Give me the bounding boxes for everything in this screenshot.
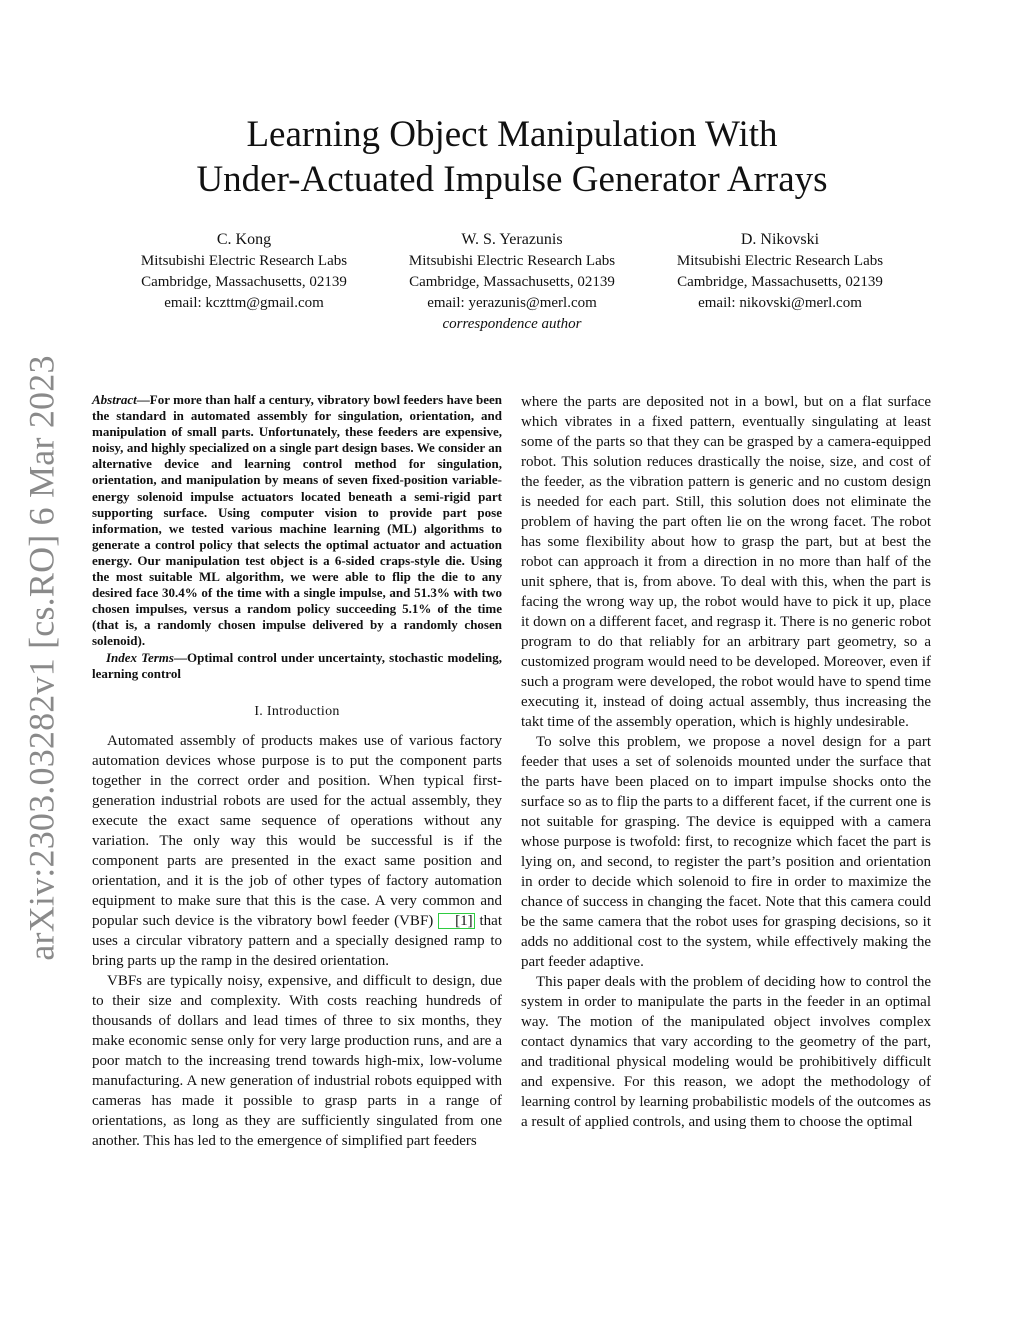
paper-title-line-2: Under-Actuated Impulse Generator Arrays [196, 159, 828, 200]
author-affiliation: Mitsubishi Electric Research Labs [140, 253, 348, 269]
author-affiliation: Mitsubishi Electric Research Labs [408, 253, 616, 269]
intro-paragraph-2: VBFs are typically noisy, expensive, and difficult to design, due to their size and complexity. With costs reaching hundreds of thousands of dollars and lead times of three to six months, they make economic sense only for very large production runs, and are a poor match to the increasing trend towards high-mix, low-volume manufacturing. A new generation of industrial robots equipped with cameras has made it possible to grasp parts in a range of orientations, as long as they are sufficiently singulated from one another. This has led to the emergence of simplified part feeders [92, 972, 502, 1149]
intro-paragraph-1-end: that uses a circular vibratory pattern and a specially designed ramp to bring parts up the ramp in the desired orientation. [92, 912, 502, 969]
citation-link[interactable]: [1] [438, 913, 475, 929]
arxiv-identifier-text: arXiv:2303.03282v1 [cs.RO] 6 Mar 2023 [22, 355, 63, 961]
index-terms [92, 650, 502, 682]
author-address: Cambridge, Massachusetts, 02139 [677, 274, 883, 290]
author-block [110, 229, 914, 335]
intro-paragraph-1 [92, 731, 502, 971]
author-email: email: yerazunis@merl.com [427, 295, 597, 311]
index-terms-lead: Index Terms [106, 649, 174, 665]
author-email: email: kczttm@gmail.com [164, 295, 324, 311]
paper-title-line-1: Learning Object Manipulation With [246, 114, 778, 155]
author-address: Cambridge, Massachusetts, 02139 [409, 274, 615, 290]
author-email: email: nikovski@merl.com [698, 295, 862, 311]
author-3 [646, 229, 914, 335]
author-name: C. Kong [216, 231, 272, 248]
right-paragraph-1: where the parts are deposited not in a bowl, but on a flat surface which vibrates in a fixed pattern, eventually singulating at least some of the parts so that they can be grasped by a camera-equipped robot. This solution reduces drastically the noise, size, and cost of the feeder, as the vibration pattern is generic and no custom design is needed for each part. Still, this solution does not eliminate the problem of having the part often lie on the wrong facet. The robot has some flexibility about how to grasp the part, but at best the robot can approach it from a direction in no more than half of the unit sphere, that is, from above. To deal with this, when the part is facing the wrong way up, the robot would have to pick it up, place it down on a different facet, and regrasp it. There is no generic robot program to do that reliably for an arbitrary part geometry, so a customized program would need to be developed. Moreover, even if such a program were developed, the robot would have to spend time executing it, instead of doing actual assembly, thus increasing the takt time of the assembly operation, which is highly undesirable. [521, 394, 931, 730]
author-name: D. Nikovski [740, 231, 820, 248]
right-column [521, 392, 931, 1132]
right-paragraph-3: This paper deals with the problem of deciding how to control the system in order to manipulate the parts in the feeder in an optimal way. The motion of the manipulated object involves complex contact dynamics that vary according to the geometry of the part, and traditional physical modeling would be prohibitively difficult and expensive. For this reason, we adopt the methodology of learning control by learning probabilistic models of the outcomes as a result of applied controls, and using them to choose the optimal [521, 974, 931, 1130]
right-paragraph-2: To solve this problem, we propose a novel design for a part feeder that uses a set of solenoids mounted under the surface that the parts have been placed on to impart impulse shocks onto the surface so as to flip the parts to a different facet, if the current one is not suitable for grasping. The device is equipped with a camera whose purpose is twofold: first, to recognize which facet the part is lying on, and second, to register the part’s position and orientation in order to decide which solenoid to fire in order to maximize the chance of success in changing the facet. Note that this camera could be the same camera that the robot uses for grasping decisions, so it adds no additional cost to the system, while effectively making the part feeder adaptive. [521, 734, 931, 970]
paper-title [0, 112, 1024, 202]
abstract-text: —For more than half a century, vibratory bowl feeders have been the standard in automated assembly for singulation, orientation, and manipulation of small parts. Unfortunately, these feeders are expensive, noisy, and highly specialized on a single part design bases. We consider an alternative device and learning control method for singulation, orientation, and manipulation by means of seven fixed-position variable-energy solenoid impulse actuators located beneath a semi-rigid part supporting surface. Using computer vision to provide part pose information, we tested various machine learning (ML) algorithms to generate a control policy that selects the optimal actuator and actuation energy. Our manipulation test object is a 6-sided craps-style die. Using the most suitable ML algorithm, we were able to flip the die to any desired face 30.4% of the time with a single impulse, and 51.3% with two chosen impulses, versus a random policy succeeding 5.1% of the time (that is, a randomly chosen impulse delivered by a randomly chosen solenoid). [92, 392, 502, 649]
section-heading-introduction: I. Introduction [254, 703, 340, 719]
author-name: W. S. Yerazunis [461, 231, 563, 248]
arxiv-identifier-sidebar [22, 355, 63, 961]
left-column [92, 392, 502, 1151]
author-1 [110, 229, 378, 335]
index-terms-text: —Optimal control under uncertainty, stochastic modeling, learning control [92, 649, 502, 681]
author-address: Cambridge, Massachusetts, 02139 [141, 274, 347, 290]
intro-paragraph-1-text: Automated assembly of products makes use of various factory automation devices whose purpose is to put the component parts together in the correct order and position. When typical first-generation industrial robots are used for the actual assembly, they execute the exact same sequence of operations without any variation. The only way this would be successful is if the component parts are presented in the exact same position and orientation, and it is the job of other types of factory automation equipment to make sure that this is the case. A very common and popular such device is the vibratory bowl feeder (VBF) [92, 732, 502, 929]
abstract [92, 392, 502, 650]
author-affiliation: Mitsubishi Electric Research Labs [676, 253, 884, 269]
author-note: correspondence author [442, 316, 582, 332]
author-2 [378, 229, 646, 335]
abstract-lead: Abstract [92, 392, 137, 407]
